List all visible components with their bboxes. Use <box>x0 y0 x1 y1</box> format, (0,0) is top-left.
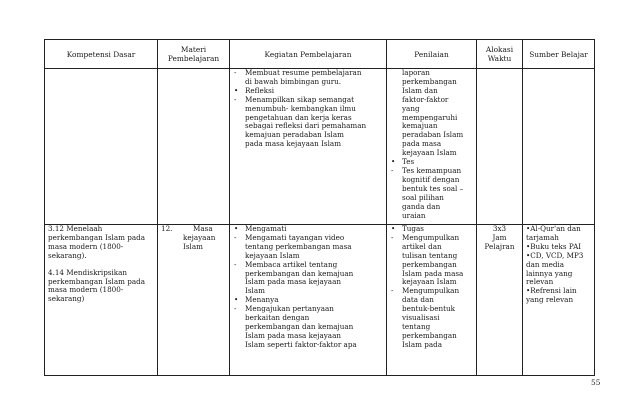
list-item-text: kejayaan Islam <box>402 277 457 287</box>
list-item-text: Tugas <box>402 224 424 233</box>
header-sumber-belajar: Sumber Belajar <box>523 40 595 69</box>
list-item-text: tentang perkembangan masa <box>245 241 352 251</box>
list-item-text: di bawah bimbingan guru. <box>245 76 342 86</box>
row1-kompetensi-cell <box>45 69 158 225</box>
list-item-text: kejayaan Islam <box>245 250 300 260</box>
bullet-icon: • <box>391 224 396 233</box>
list-marker: - <box>234 94 237 104</box>
list-item-text: data dan <box>402 295 434 305</box>
bullet-icon: • <box>234 295 239 305</box>
list-item-text: Refleksi <box>245 85 275 95</box>
list-item <box>233 341 383 350</box>
list-marker: - <box>234 259 237 269</box>
list-item-text: Tes <box>402 157 415 167</box>
list-item-text: Membaca artikel tentang <box>245 259 338 269</box>
list-marker: - <box>391 232 394 242</box>
list-item-text: peradaban Islam <box>402 130 464 140</box>
materi-number: 12. <box>161 224 173 233</box>
row1-sumber-cell <box>523 69 595 225</box>
list-item-text: uraian <box>402 210 426 220</box>
list-item-text: tulisan tentang <box>402 250 458 260</box>
list-item <box>233 140 383 149</box>
list-item-text: visualisasi <box>402 313 440 323</box>
row1-kegiatan-cell <box>230 69 387 225</box>
list-item-text: Islam dan <box>402 85 438 95</box>
list-item-text: tentang <box>402 321 431 331</box>
list-marker: - <box>234 232 237 242</box>
list-item-text: yang <box>402 103 420 113</box>
row2-kegiatan-list <box>233 225 383 350</box>
list-item-text: pada masa <box>402 139 442 149</box>
list-item-text: artikel dan <box>402 241 442 251</box>
list-item-text: kemajuan <box>402 121 438 131</box>
list-item-text: Mengamati tayangan video <box>245 232 345 242</box>
list-item-text: Islam pada masa kejayaan <box>245 330 342 340</box>
list-marker: - <box>234 304 237 314</box>
row2-alokasi-cell: 3x3 Jam Pelajran <box>477 225 523 376</box>
list-item-text: Menanya <box>245 295 279 305</box>
list-item-text: menumbuh- kembangkan ilmu <box>245 103 356 113</box>
list-item-text: Tes kemampuan <box>402 165 462 175</box>
bullet-icon: • <box>234 85 239 95</box>
list-item-text: Menampilkan sikap semangat <box>245 94 355 104</box>
list-item-text: Islam pada <box>402 339 442 349</box>
list-item-text: ganda dan <box>402 201 441 211</box>
list-item-text: perkembangan dan kemajuan <box>245 321 354 331</box>
list-item-text: Mengumpulkan <box>402 286 460 296</box>
list-item-text: bentuk-bentuk <box>402 304 456 314</box>
row2-kegiatan-cell <box>230 225 387 376</box>
list-item-text: Islam pada masa <box>402 268 464 278</box>
row1-alokasi-cell <box>477 69 523 225</box>
list-item-text: mempengaruhi <box>402 112 458 122</box>
list-item-text: laporan <box>402 68 430 77</box>
list-item-text: Mengumpulkan <box>402 232 460 242</box>
table-row <box>45 69 595 225</box>
list-item-text: kemajuan peradaban Islam <box>245 130 344 140</box>
row2-penilaian-list <box>390 225 473 350</box>
table-row <box>45 225 595 376</box>
materi-title: Masa kejayaan Islam <box>183 224 216 251</box>
list-item-text: faktor-faktor <box>402 94 449 104</box>
list-item-text: pengetahuan dan kerja keras <box>245 112 352 122</box>
row2-penilaian-cell <box>387 225 477 376</box>
header-penilaian: Penilaian <box>387 40 477 69</box>
row2-materi-cell <box>158 225 230 376</box>
header-kegiatan-pembelajaran: Kegiatan Pembelajaran <box>230 40 387 69</box>
list-item-text: sebagai refleksi dari pemahaman <box>245 121 367 131</box>
list-item-text: kejayaan Islam <box>402 148 457 158</box>
list-item-text: Islam <box>245 286 265 296</box>
bullet-icon: • <box>234 224 239 233</box>
list-marker: - <box>391 286 394 296</box>
list-item-text: perkembangan dan kemajuan <box>245 268 354 278</box>
header-materi-pembelajaran: Materi Pembelajaran <box>158 40 230 69</box>
bullet-icon: • <box>391 157 396 167</box>
list-item-text: berkaitan dengan <box>245 313 310 323</box>
list-item-text: Mengajukan pertanyaan <box>245 304 334 314</box>
list-marker: - <box>391 165 394 175</box>
list-item-text: Islam seperti faktor-faktor apa <box>245 339 357 349</box>
kd-4-14: 4.14 Mendiskripsikan perkembangan Islam pada masa modern (1800- sekarang) <box>48 267 146 304</box>
table-header-row <box>45 40 595 69</box>
list-item-text: soal pilihan <box>402 192 444 202</box>
list-item-text: Membuat resume pembelajaran <box>245 68 362 77</box>
list-item <box>390 212 473 221</box>
row1-penilaian-cell <box>387 69 477 225</box>
row1-penilaian-list <box>390 69 473 220</box>
list-item-text: Mengamati <box>245 224 287 233</box>
header-kompetensi-dasar: Kompetensi Dasar <box>45 40 158 69</box>
row2-kompetensi-cell <box>45 225 158 376</box>
kd-3-12: 3.12 Menelaah perkembangan Islam pada masa modern (1800- sekarang). <box>48 224 146 260</box>
list-item-text: perkembangan <box>402 330 457 340</box>
lesson-plan-table <box>44 39 595 376</box>
list-item-text: perkembangan <box>402 76 457 86</box>
page-number: 55 <box>591 378 601 387</box>
row2-sumber-cell: •Al-Qur'an dan tarjamah •Buku teks PAI •CD, VCD, MP3 dan media lainnya yang relevan •Refrensi lain yang relevan <box>523 225 595 376</box>
list-marker: - <box>234 68 237 77</box>
list-item-text: kognitif dengan <box>402 174 460 184</box>
list-item-text: bentuk tes soal – <box>402 183 464 193</box>
list-item-text: perkembangan <box>402 259 457 269</box>
list-item <box>390 341 473 350</box>
row1-kegiatan-list <box>233 69 383 149</box>
header-alokasi-waktu: Alokasi Waktu <box>477 40 523 69</box>
list-item-text: pada masa kejayaan Islam <box>245 139 342 149</box>
row1-materi-cell <box>158 69 230 225</box>
list-item-text: Islam pada masa kejayaan <box>245 277 342 287</box>
